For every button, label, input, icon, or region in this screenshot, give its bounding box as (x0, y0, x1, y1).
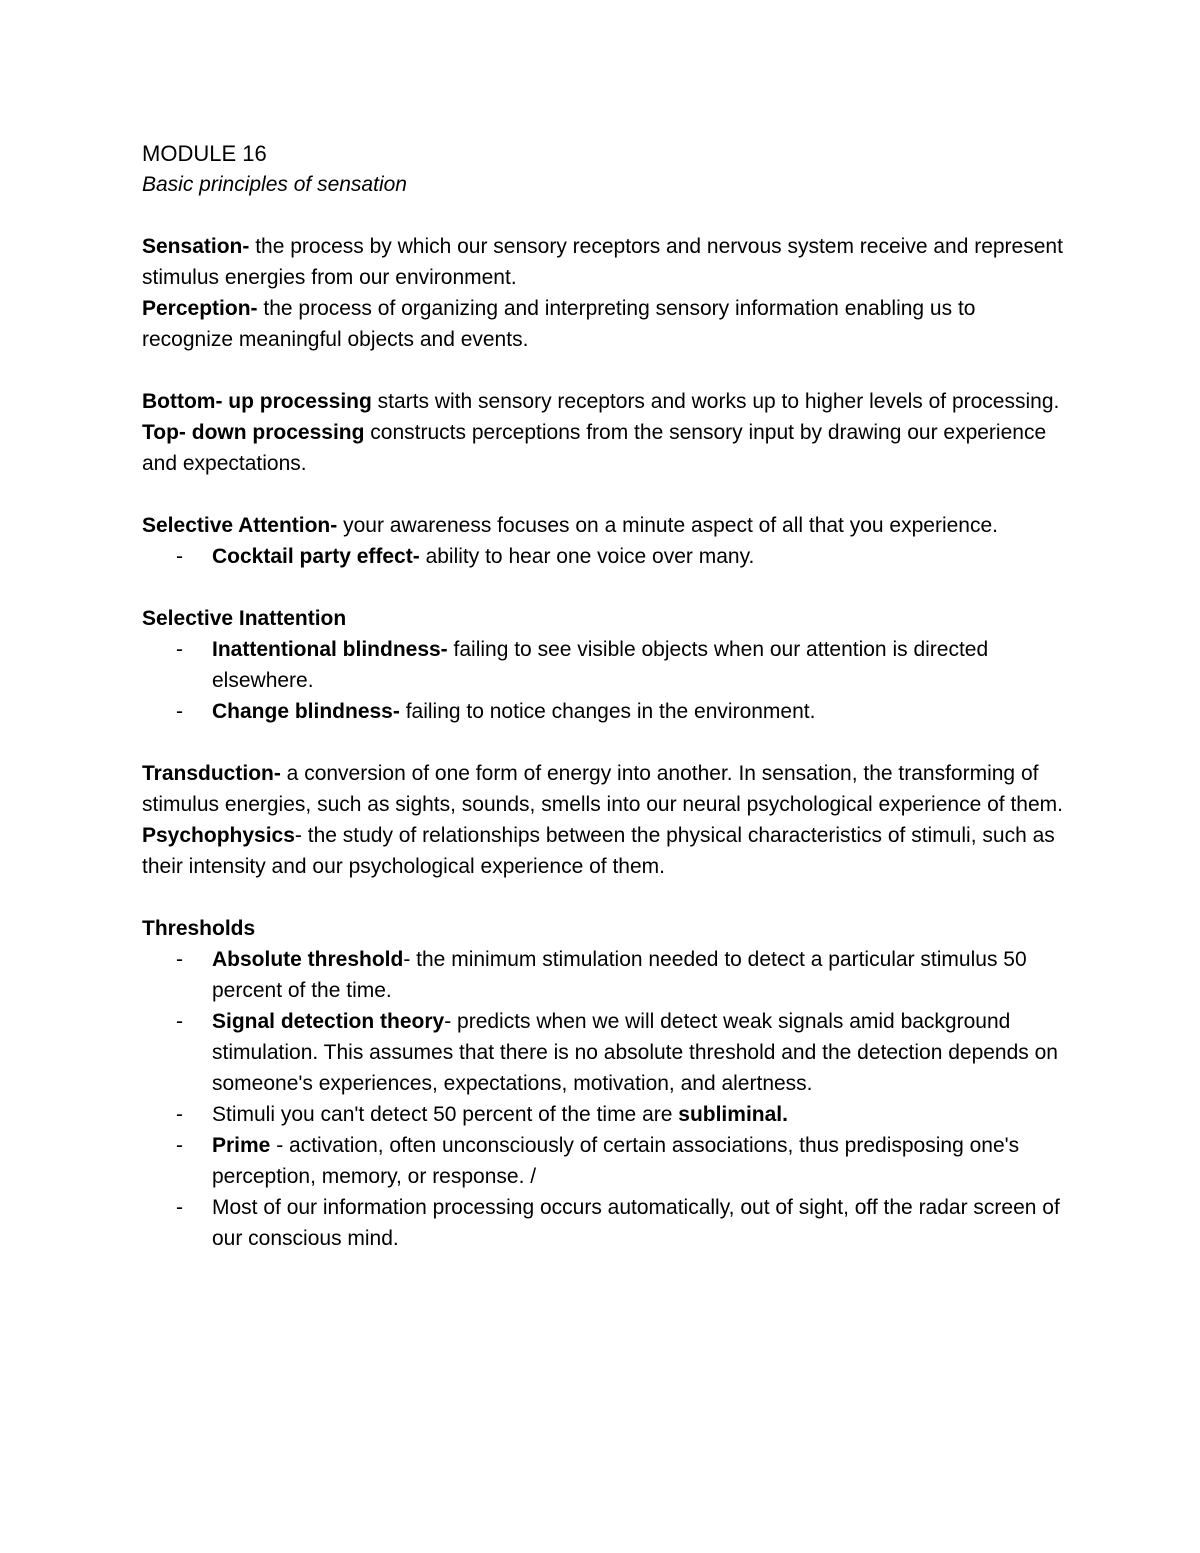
section-subtitle: Basic principles of sensation (142, 173, 407, 196)
definition-text: ability to hear one voice over many. (419, 545, 755, 568)
definition-transduction (142, 758, 1072, 820)
term-bottom-up: Bottom- up processing (142, 390, 372, 413)
heading-selective-inattention: Selective Inattention (142, 607, 347, 630)
definition-text: a conversion of one form of energy into another. In sensation, the transforming of stimulus energies, such as sights, sounds, smells into our neural psychological experience of them. (142, 762, 1063, 816)
list-item (142, 541, 1072, 572)
thresholds-list (142, 944, 1072, 1254)
definition-text: failing to notice changes in the environment. (399, 700, 816, 723)
definition-top-down (142, 417, 1072, 479)
term-selective-attention: Selective Attention- (142, 514, 338, 537)
definition-text: - activation, often unconsciously of certain associations, thus predisposing one's perception, memory, or response. / (212, 1134, 1020, 1188)
spacer (142, 882, 1072, 913)
document-page (142, 138, 1072, 1254)
dash-bullet: - (176, 545, 183, 568)
dash-bullet: - (176, 1134, 183, 1157)
term-perception: Perception- (142, 297, 258, 320)
term-cocktail-party: Cocktail party effect- (212, 545, 420, 568)
definition-text: Most of our information processing occurs automatically, out of sight, off the radar screen of our conscious mind. (212, 1196, 1060, 1250)
list-item (142, 1130, 1072, 1192)
term-change-blindness: Change blindness- (212, 700, 400, 723)
definition-text: - predicts when we will detect weak signals amid background stimulation. This assumes that there is no absolute threshold and the detection depends on someone's experiences, expectations, motivation, and alertness. (212, 1010, 1058, 1095)
term-inattentional-blindness: Inattentional blindness- (212, 638, 448, 661)
definition-sensation (142, 231, 1072, 293)
definition-text: failing to see visible objects when our attention is directed elsewhere. (212, 638, 989, 692)
definition-selective-attention (142, 510, 1072, 541)
module-title: MODULE 16 (142, 141, 267, 166)
definition-text: constructs perceptions from the sensory input by drawing our experience and expectations. (142, 421, 1047, 475)
dash-bullet: - (176, 1196, 183, 1219)
spacer (142, 355, 1072, 386)
definition-perception (142, 293, 1072, 355)
term-signal-detection: Signal detection theory (212, 1010, 445, 1033)
definition-text: - the study of relationships between the physical characteristics of stimuli, such as their intensity and our psychological experience of them. (142, 824, 1055, 878)
spacer (142, 572, 1072, 603)
list-item (142, 1099, 1072, 1130)
definition-text: the process of organizing and interpreting sensory information enabling us to recognize meaningful objects and events. (142, 297, 976, 351)
term-transduction: Transduction- (142, 762, 281, 785)
definition-text: your awareness focuses on a minute aspect of all that you experience. (337, 514, 998, 537)
definition-text: - the minimum stimulation needed to detect a particular stimulus 50 percent of the time. (212, 948, 1027, 1002)
dash-bullet: - (176, 700, 183, 723)
list-item (142, 1006, 1072, 1099)
term-prime: Prime (212, 1134, 271, 1157)
definition-bottom-up (142, 386, 1072, 417)
term-psychophysics: Psychophysics (142, 824, 295, 847)
spacer (142, 727, 1072, 758)
term-sensation: Sensation- (142, 235, 250, 258)
list-item (142, 944, 1072, 1006)
dash-bullet: - (176, 638, 183, 661)
list-item (142, 634, 1072, 696)
dash-bullet: - (176, 948, 183, 971)
heading-thresholds: Thresholds (142, 917, 256, 940)
definition-text: starts with sensory receptors and works up to higher levels of processing. (371, 390, 1060, 413)
definition-text: Stimuli you can't detect 50 percent of the time are (212, 1103, 679, 1126)
term-top-down: Top- down processing (142, 421, 365, 444)
definition-text: the process by which our sensory receptors and nervous system receive and represent stimulus energies from our environment. (142, 235, 1063, 289)
selective-inattention-list (142, 634, 1072, 727)
selective-attention-list (142, 541, 1072, 572)
list-item (142, 1192, 1072, 1254)
term-absolute-threshold: Absolute threshold (212, 948, 404, 971)
spacer (142, 200, 1072, 231)
term-subliminal: subliminal. (678, 1103, 788, 1126)
spacer (142, 479, 1072, 510)
list-item (142, 696, 1072, 727)
dash-bullet: - (176, 1010, 183, 1033)
dash-bullet: - (176, 1103, 183, 1126)
definition-psychophysics (142, 820, 1072, 882)
